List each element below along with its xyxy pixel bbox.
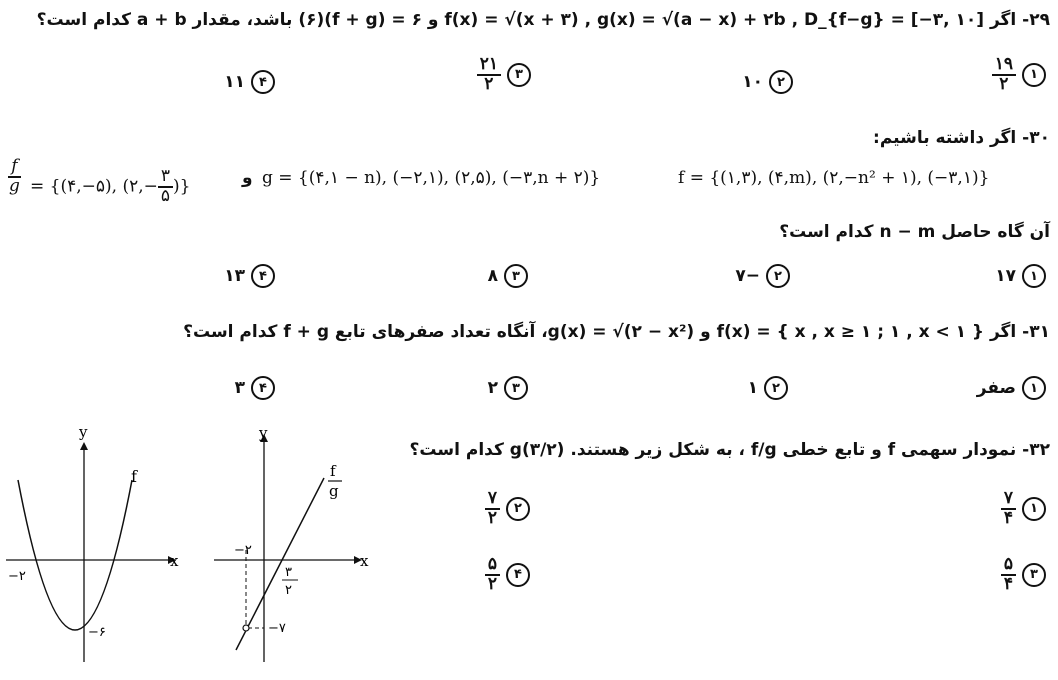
x-axis-label: x [360,552,369,570]
question-intro: اگر داشته باشیم: [873,128,1017,148]
y-tick-bottom: −۷ [268,621,286,636]
option-2[interactable] [735,264,790,288]
option-number: ۱ [1022,264,1046,288]
y-axis-arrow [80,442,88,450]
option-3[interactable] [477,56,531,94]
y-axis-label: y [259,424,268,442]
question-text: نمودار سهمی f و تابع خطی f/g ، به شکل زیر هستند. g(۳/۲) کدام است؟ [409,440,1017,460]
option-4[interactable] [485,556,530,594]
formula-g: g = {(۴,۱ − n), (−۲,۱), (۲,۵), (−۳,n + ۲)} [262,168,601,188]
question-32 [409,440,1050,460]
option-value: $\frac{۱۹}{۲}$ [992,56,1016,94]
question-text: اگر f(x) = { x , x ≥ ۱ ; ۱ , x < ۱ } و g(x) = √(۲ − x²)، آنگاه تعداد صفرهای تابع f + g کدام است؟ [183,322,1017,342]
fg-label: $\frac{f}{g}$ [9,156,20,196]
option-3[interactable] [488,376,528,400]
formula-f: f = {(۱,۳), (۴,m), (۲,−n² + ۱), (−۳,۱)} [678,168,990,188]
option-value: −۷ [735,266,760,286]
option-value: $\frac{۲۱}{۲}$ [477,56,501,94]
hole-point [243,625,249,631]
question-text: اگر f(x) = √(x + ۳) , g(x) = √(a − x) + ۲b , D_{f−g} = [−۳, ۱۰] و ۶ = (f + g)(۶) باشد، مقدار a + b کدام است؟ [36,10,1017,30]
option-number: ۱ [1022,497,1046,521]
option-1[interactable] [992,56,1046,94]
fg-set: = {(۴,−۵), (۲,− $\frac{۳}{۵}$ )} [30,166,191,206]
option-value: $\frac{۷}{۴}$ [1001,490,1016,528]
option-3[interactable] [488,264,528,288]
option-number: ۴ [251,70,275,94]
question-number: ۳۲- [1022,440,1050,460]
option-number: ۴ [251,264,275,288]
y-tick-top: −۲ [234,543,252,558]
option-value: $\frac{۵}{۴}$ [1001,556,1016,594]
graph-line [208,420,378,670]
option-1[interactable] [995,264,1046,288]
graph-parabola [0,420,190,670]
x-tick-numerator: ۳ [285,565,292,580]
option-value: ۲ [487,378,498,398]
option-number: ۳ [504,264,528,288]
x-tick-denominator: ۲ [285,583,292,598]
question-29 [5,10,1050,30]
option-number: ۳ [504,376,528,400]
curve-label-numerator: f [330,462,336,480]
option-number: ۲ [506,497,530,521]
option-number: ۲ [764,376,788,400]
curve-label-denominator: g [329,482,339,500]
parabola-curve [18,480,132,630]
formula-row [6,156,1052,206]
question-number: ۳۰- [1022,128,1050,148]
option-value: ۱ [747,378,758,398]
option-value: ۳ [234,378,245,398]
option-number: ۳ [507,63,531,87]
option-number: ۲ [766,264,790,288]
option-number: ۱ [1022,63,1046,87]
option-value: صفر [976,378,1016,398]
option-1[interactable] [1001,490,1046,528]
question-number: ۲۹- [1022,10,1050,30]
option-4[interactable] [235,376,275,400]
option-value: $\frac{۷}{۲}$ [485,490,500,528]
option-value: ۱۰ [742,72,763,92]
option-number: ۴ [251,376,275,400]
option-value: ۱۷ [995,266,1016,286]
question-number: ۳۱- [1022,322,1050,342]
y-tick-label: −۶ [88,625,106,640]
option-number: ۲ [769,70,793,94]
option-value: ۱۱ [224,72,245,92]
x-axis-label: x [170,552,179,570]
option-1[interactable] [977,376,1046,400]
y-axis-label: y [79,423,88,441]
option-value: ۸ [487,266,498,286]
x-tick-label: −۲ [8,569,26,584]
question-30-text: آن گاه حاصل n − m کدام است؟ [779,222,1050,242]
curve-label: f [131,467,137,486]
option-4[interactable] [224,264,275,288]
option-value: ۱۳ [224,266,245,286]
option-2[interactable] [748,376,788,400]
question-31 [183,322,1050,342]
option-2[interactable] [742,70,793,94]
and-word: و [242,168,253,188]
option-number: ۴ [506,563,530,587]
option-value: $\frac{۵}{۲}$ [485,556,500,594]
option-number: ۳ [1022,563,1046,587]
option-4[interactable] [224,70,275,94]
option-3[interactable] [1001,556,1046,594]
option-number: ۱ [1022,376,1046,400]
option-2[interactable] [485,490,530,528]
question-30 [873,128,1050,148]
